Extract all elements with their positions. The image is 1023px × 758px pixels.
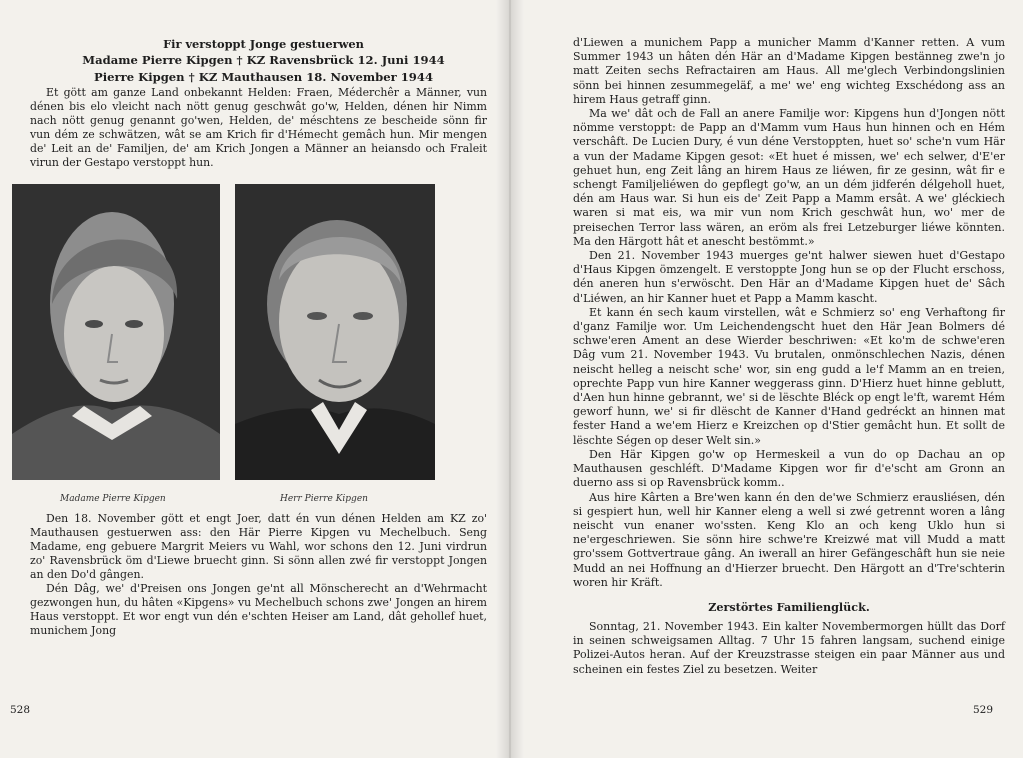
portrait-pierre-kipgen [235, 184, 435, 480]
section-heading: Zerstörtes Familienglück. [708, 599, 870, 614]
paragraph-ma-we: Ma we' dât och de Fall an anere Familje wor: Kipgens hun d'Jongen nött nömme verstoppt: de Papp an d'Mamm vum Haus hun hinnen och en Hém verschâft. De Lucien Dury, é vun déne Verstoppten, huet so' sche'n vum Här a vun der Madame Kipgen gesot: «Et huet é missen, we' ech selwer, d'E'er gehuet hun, eng Zeit lâng an hirem Haus ze liéwen, fir ze gesinn, wât fir e schengt Familjeliéwen do gepflegt go'w, an un dém jidferén délgeholl huet, dén am Haus war. Si hun eis de' Zeit Papp a Mamm ersât. A we' gléckiech waren si mat eis, wa mir vun nom Krich geschwât hun, wo' mer de preisechen Terror lass wären, an eröm als frei Letzeburger liéwe könnten. Ma den Härgott hât et anescht bestömmt.» [573, 107, 1005, 248]
article-title: Fir verstoppt Jonge gestuerwen [163, 37, 364, 51]
right-page [509, 0, 1023, 758]
paragraph-sonntag: Sonntag, 21. November 1943. Ein kalter Novembermorgen hüllt das Dorf in seinen schweigsamen Alltag. 7 Uhr 15 fahren langsam, suchend einige Polizei-Autos heran. Auf der Kreuzstrasse steigen ein paar Männer aus und scheinen ein festes Ziel zu besetzen. Weiter [573, 619, 1005, 676]
paragraph-hermeskeil: Den Här Kipgen go'w op Hermeskeil a vun do op Dachau an op Mauthausen geschléft. D'Madame Kipgen wor fir d'e'scht am Gronn an duerno ass si op Ravensbrück komm.. [573, 447, 1005, 490]
book-gutter [496, 0, 524, 758]
paragraph-schmierz: Et kann én sech kaum virstellen, wât e Schmierz so' eng Verhaftong fir d'ganz Familje wor. Um Leichendengscht huet den Här Jean Bolmers dé schwe'eren Ament an dese Wierder beschriwen: «Et ko'm de schwe'eren Dâg vum 21. November 1943. Vu brutalen, onmönschlechen Nazis, dénen neischt helleg a neischt sche' wor, sin eng gudd a le'f Mamm an en treien, oprechte Papp vun hire Kanner weggerass ginn. D'Hierz huet hinne geblutt, d'Aen hun hinne gebrannt, we' si de lëschte Bléck op engt le'ft, waremt Hém geworf hunn, we' si fir dlëscht de Kanner d'Hand gedréckt an hinnen mat fester Hand a we'em Hierz e Kreizchen op d'Stier gemâcht hun. Et sollt de lëschte Ségen op deser Welt sin.» [573, 305, 1005, 447]
page-number-right: 529 [972, 704, 993, 716]
paragraph-liewen: d'Liewen a munichem Papp a municher Mamm d'Kanner retten. A vum Summer 1943 un hâten dén Här an d'Madame Kipgen bestänneg zwe'n jo matt Zeiten sechs Refractairen am Haus. All me'glech Verbindongslinien sönn bei hinnen zesummegeläf, a me' we' eng wichteg Exschédong ass an hirem Haus getraff ginn. [573, 36, 1005, 106]
paragraph-21-november: Den 21. November 1943 muerges ge'nt halwer siewen huet d'Gestapo d'Haus Kipgen ömzengelt. E verstoppte Jong hun se op der Flucht erschoss, dén aneren hun s'erwöscht. Den Här an d'Madame Kipgen huet de' Sâch d'Liéwen, an hir Kanner huet et Papp a Mamm kascht. [573, 249, 1005, 305]
paragraph-karten: Aus hire Kârten a Bre'wen kann én den de'we Schmierz erausliésen, dén si gespiert hun, well hir Kanner eleng a well si zwé getrennt woren a lâng neischt vun enaner wo'ssten. Keng Klo an och keng Uklo hun si ne'ergeschriewen. Sie sönn hire schwe're Kreizwé mat vill Mudd a matt gro'ssem Gottvertraue gâng. An iwerall an hirer Gefängeschâft hun sie neie Mudd an nei Hoffnung an d'Hierzer bruecht. Den Härgott an d'Tre'schterin woren hir Kräft. [573, 490, 1005, 589]
page-number-left: 528 [10, 704, 31, 716]
caption-pierre-kipgen: Herr Pierre Kipgen [280, 494, 368, 504]
portrait-madame-kipgen [12, 184, 220, 480]
photo-captions [10, 494, 487, 512]
subtitle-madame-kipgen: Madame Pierre Kipgen † KZ Ravensbrück 12. Juni 1944 [82, 53, 445, 67]
caption-madame-kipgen: Madame Pierre Kipgen [60, 494, 166, 504]
paragraph-den-dag: Dén Dâg, we' d'Preisen ons Jongen ge'nt all Mönscherecht an d'Wehrmacht gezwongen hun, du hâten «Kipgens» vu Mechelbuch schons zwe' Jongen an hirem Haus verstoppt. Et wor engt vun dén e'schten Heiser am Land, dât gehollef huet, munichem Jong [30, 582, 487, 637]
portrait-photos [10, 184, 487, 496]
left-page [0, 0, 509, 758]
paragraph-18-november: Den 18. November gött et engt Joer, datt én vun dénen Helden am KZ zo' Mauthausen gestuerwen ass: den Här Pierre Kipgen vu Mechelbuch. Seng Madame, eng gebuere Margrit Meiers vu Wahl, wor schons den 12. Juni virdrun zo' Ravensbrück öm d'Liewe bruecht ginn. Si sönn allen zwé fir verstoppt Jongen an den Do'd gângen. [30, 512, 487, 581]
subtitle-pierre-kipgen: Pierre Kipgen † KZ Mauthausen 18. November 1944 [93, 70, 434, 84]
intro-paragraph: Et gött am ganze Land onbekannt Helden: Fraen, Méderchêr a Männer, vun dénen bis elo vleicht nach nött genug geschwât go'w, Helden, dénen hir Nimm nach nött genug genannt go'wen, Helden, de' méschtens ze bescheide sönn fir vun dém ze schwätzen, wât se am Krich fir d'Hémecht gemâch hun. Mir mengen de' Leit an de' Familjen, de' am Krich Jongen a Männer an heiansdo och Fraleit virun der Gestapo verstoppt hun. [30, 86, 487, 169]
